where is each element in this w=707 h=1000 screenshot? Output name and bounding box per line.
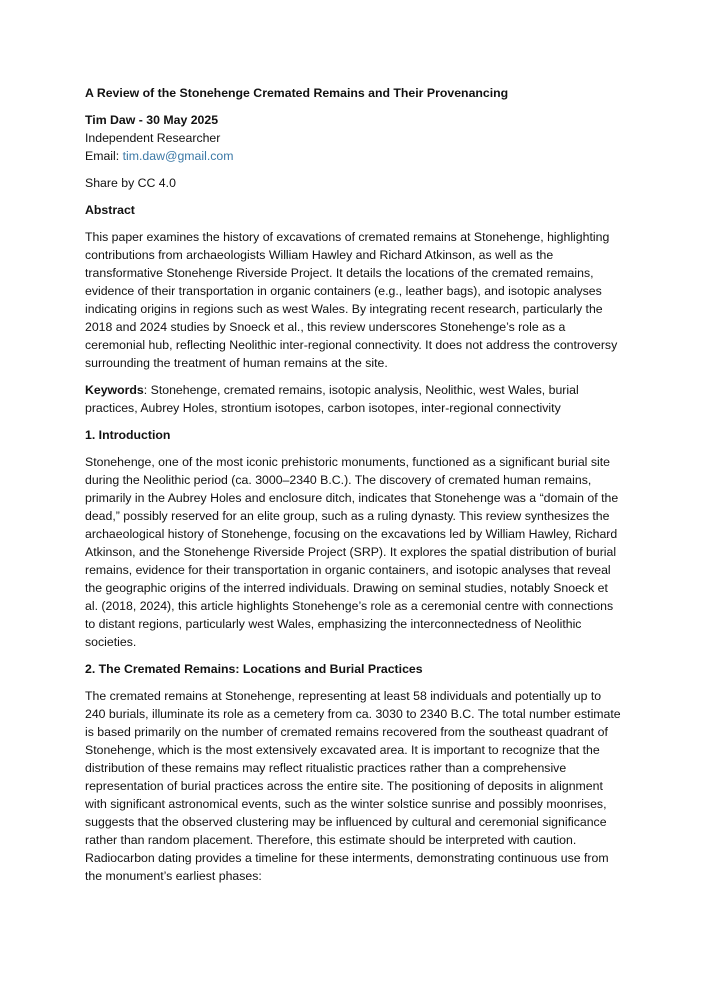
paper-title: A Review of the Stonehenge Cremated Remains and Their Provenancing [85, 86, 509, 100]
license-line: Share by CC 4.0 [85, 176, 176, 190]
section-1-text: Stonehenge, one of the most iconic prehistoric monuments, functioned as a significant burial site during the Neolithic period (ca. 3000–2340 B.C.). The discovery of cremated human remains, primarily in the Aubrey Holes and enclosure ditch, indicates that Stonehenge was a “domain of the dead,” possibly reserved for an elite group, such as a ruling dynasty. This review synthesizes the archaeological history of Stonehenge, focusing on the excavations led by William Hawley, Richard Atkinson, and the Stonehenge Riverside Project (SRP). It explores the spatial distribution of burial remains, evidence for their transportation in organic containers, and isotopic analyses that reveal the geographic origins of the interred individuals. Drawing on seminal studies, notably Snoeck et al. (2018, 2024), this article highlights Stonehenge’s role as a ceremonial centre with connections to distant regions, particularly west Wales, emphasizing the interconnectedness of Neolithic societies. [85, 455, 619, 649]
keywords-text: : Stonehenge, cremated remains, isotopic analysis, Neolithic, west Wales, burial practices, Aubrey Holes, strontium isotopes, carbon isotopes, inter-regional connectivity [85, 383, 579, 415]
section-2-heading: 2. The Cremated Remains: Locations and Burial Practices [85, 662, 423, 676]
keywords-line [85, 381, 622, 417]
abstract-text: This paper examines the history of excavations of cremated remains at Stonehenge, highlighting contributions from archaeologists William Hawley and Richard Atkinson, as well as the transformative Stonehenge Riverside Project. It details the locations of the cremated remains, evidence of their transportation in organic containers (e.g., leather bags), and isotopic analyses indicating origins in regions such as west Wales. By integrating recent research, particularly the 2018 and 2024 studies by Snoeck et al., this review underscores Stonehenge’s role as a ceremonial hub, reflecting Neolithic inter-regional connectivity. It does not address the controversy surrounding the treatment of human remains at the site. [85, 230, 618, 370]
section-1-heading: 1. Introduction [85, 428, 171, 442]
abstract-heading: Abstract [85, 203, 135, 217]
author-line: Tim Daw - 30 May 2025 [85, 113, 219, 127]
affiliation: Independent Researcher [85, 131, 221, 145]
email-line [85, 147, 622, 165]
keywords-label: Keywords [85, 383, 144, 397]
email-link[interactable]: tim.daw@gmail.com [122, 149, 234, 163]
section-2-text: The cremated remains at Stonehenge, representing at least 58 individuals and potentially up to 240 burials, illuminate its role as a cemetery from ca. 3030 to 2340 B.C. The total number estimate is based primarily on the number of cremated remains recovered from the southeast quadrant of Stonehenge, which is the most extensively excavated area. It is important to recognize that the distribution of these remains may reflect ritualistic practices rather than a comprehensive representation of burial practices across the entire site. The positioning of deposits in alignment with significant astronomical events, such as the winter solstice sunrise and possibly moonrises, suggests that the observed clustering may be influenced by cultural and ceremonial significance rather than random placement. Therefore, this estimate should be interpreted with caution. Radiocarbon dating provides a timeline for these interments, demonstrating continuous use from the monument’s earliest phases: [85, 689, 621, 883]
email-label: Email: [85, 149, 123, 163]
